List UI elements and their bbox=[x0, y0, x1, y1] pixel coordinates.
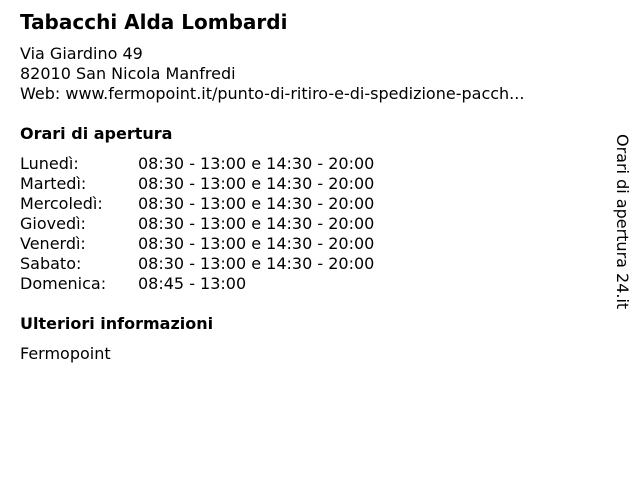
website-link[interactable]: Web: www.fermopoint.it/punto-di-ritiro-e-di-spedizione-pacch... bbox=[20, 84, 525, 103]
additional-info-text: Fermopoint bbox=[20, 344, 111, 363]
day-label: Martedì: bbox=[20, 174, 87, 193]
time-range: 08:30 - 13:00 e 14:30 - 20:00 bbox=[138, 174, 375, 193]
day-label: Mercoledì: bbox=[20, 194, 103, 213]
day-label: Lunedì: bbox=[20, 154, 79, 173]
time-range: 08:45 - 13:00 bbox=[138, 274, 247, 293]
time-range: 08:30 - 13:00 e 14:30 - 20:00 bbox=[138, 254, 375, 273]
street-address: Via Giardino 49 bbox=[20, 44, 143, 63]
business-address bbox=[20, 44, 524, 104]
day-label: Giovedì: bbox=[20, 214, 86, 233]
opening-hours-heading: Orari di apertura bbox=[20, 124, 173, 143]
additional-info-heading: Ulteriori informazioni bbox=[20, 314, 214, 333]
business-name: Tabacchi Alda Lombardi bbox=[20, 10, 288, 34]
day-label: Sabato: bbox=[20, 254, 82, 273]
day-label: Venerdì: bbox=[20, 234, 86, 253]
time-range: 08:30 - 13:00 e 14:30 - 20:00 bbox=[138, 194, 375, 213]
brand-watermark: Orari di apertura 24.it bbox=[613, 134, 632, 310]
time-range: 08:30 - 13:00 e 14:30 - 20:00 bbox=[138, 214, 375, 233]
time-range: 08:30 - 13:00 e 14:30 - 20:00 bbox=[138, 234, 375, 253]
day-label: Domenica: bbox=[20, 274, 107, 293]
city-address: 82010 San Nicola Manfredi bbox=[20, 64, 236, 83]
time-range: 08:30 - 13:00 e 14:30 - 20:00 bbox=[138, 154, 375, 173]
